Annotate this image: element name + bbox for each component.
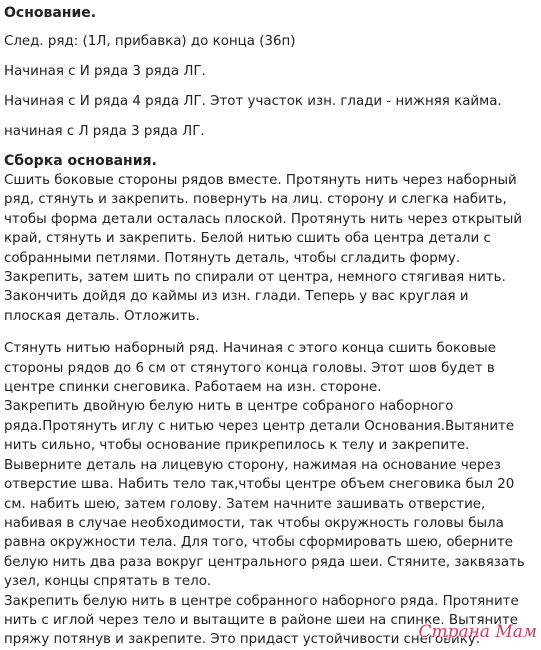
instruction-row-1: След. ряд: (1Л, прибавка) до конца (36п) <box>4 34 296 49</box>
text-line: Закрепить двойную белую нить в центре собраного наборного <box>4 399 454 415</box>
watermark-logo: Страна Мам <box>418 622 537 642</box>
text-line: чтобы форма детали осталась плоской. Протянуть нить через открытый <box>4 211 523 227</box>
text-line: Закончить дойдя до каймы из изн. глади. Теперь у вас круглая и <box>4 289 469 305</box>
text-line: нить с иглой через тело и вытащите в районе шеи на спинке. Вытяните <box>4 612 519 628</box>
text-line: белую нить два раза вокруг центрального ряда шеи. Стяните, заквязать <box>4 554 525 570</box>
text-line: Закрепить белую нить в центре собранного наборного ряда. Протяните <box>4 593 519 609</box>
text-line: плоская деталь. Отложить. <box>4 308 200 324</box>
text-line: Стянуть нитью наборный ряд. Начиная с этого конца сшить боковые <box>4 341 496 357</box>
text-line: узел, концы спрятать в тело. <box>4 574 212 590</box>
text-line: Сшить боковые стороны рядов вместе. Протянуть нить через наборный <box>4 173 517 188</box>
paragraph-2 <box>4 339 538 650</box>
text-line: край, стянуть и закрепить. Белой нитью сшить оба центра детали с <box>4 231 491 247</box>
text-line: пряжу потянув и закрепите. Это придаст устойчивости снеговику. <box>4 632 480 648</box>
document <box>4 0 538 650</box>
text-line: набивая в случае необходимости, так чтобы окружность головы была <box>4 515 504 531</box>
text-line: стороны рядов до 6 см от стянутого конца головы. Этот шов будет в <box>4 360 495 376</box>
instruction-row-3: Начиная с И ряда 4 ряда ЛГ. Этот участок изн. глади - нижняя кайма. <box>4 94 502 109</box>
text-line: Закрепить, затем шить по спирали от центра, немного стягивая нить. <box>4 270 506 286</box>
text-line: нить сильно, чтобы основание прикрепилось к телу и закрепите. <box>4 438 470 454</box>
text-line: ряд, стянуть и закрепить. повернуть на лиц. сторону и слегка набить, <box>4 192 507 208</box>
instruction-row-4: начиная с Л ряда 3 ряда ЛГ. <box>4 124 205 139</box>
text-line: см. набить шею, затем голову. Затем начните зашивать отверстие, <box>4 496 486 512</box>
text-line: Выверните деталь на лицевую сторону, нажимая на основание через <box>4 457 501 473</box>
text-line: центре спинки снеговика. Работаем на изн. стороне. <box>4 380 382 396</box>
instruction-row-2: Начиная с И ряда 3 ряда ЛГ. <box>4 64 206 79</box>
text-line: равна окружности тела. Для того, чтобы сформировать шею, оберните <box>4 535 514 551</box>
text-line: собранными петлями. Потянуть деталь, чтобы сгладить форму. <box>4 250 461 266</box>
text-line: ряда.Протянуть иглу с нитью через центр детали Основания.Вытяните <box>4 418 515 434</box>
text-line: отверстие шва. Набить тело так,чтобы центре объем снеговика был 20 <box>4 477 515 493</box>
heading-osnovanie: Основание. <box>4 5 97 21</box>
paragraph-1 <box>4 171 538 326</box>
heading-sborka: Сборка основания. <box>4 153 157 169</box>
